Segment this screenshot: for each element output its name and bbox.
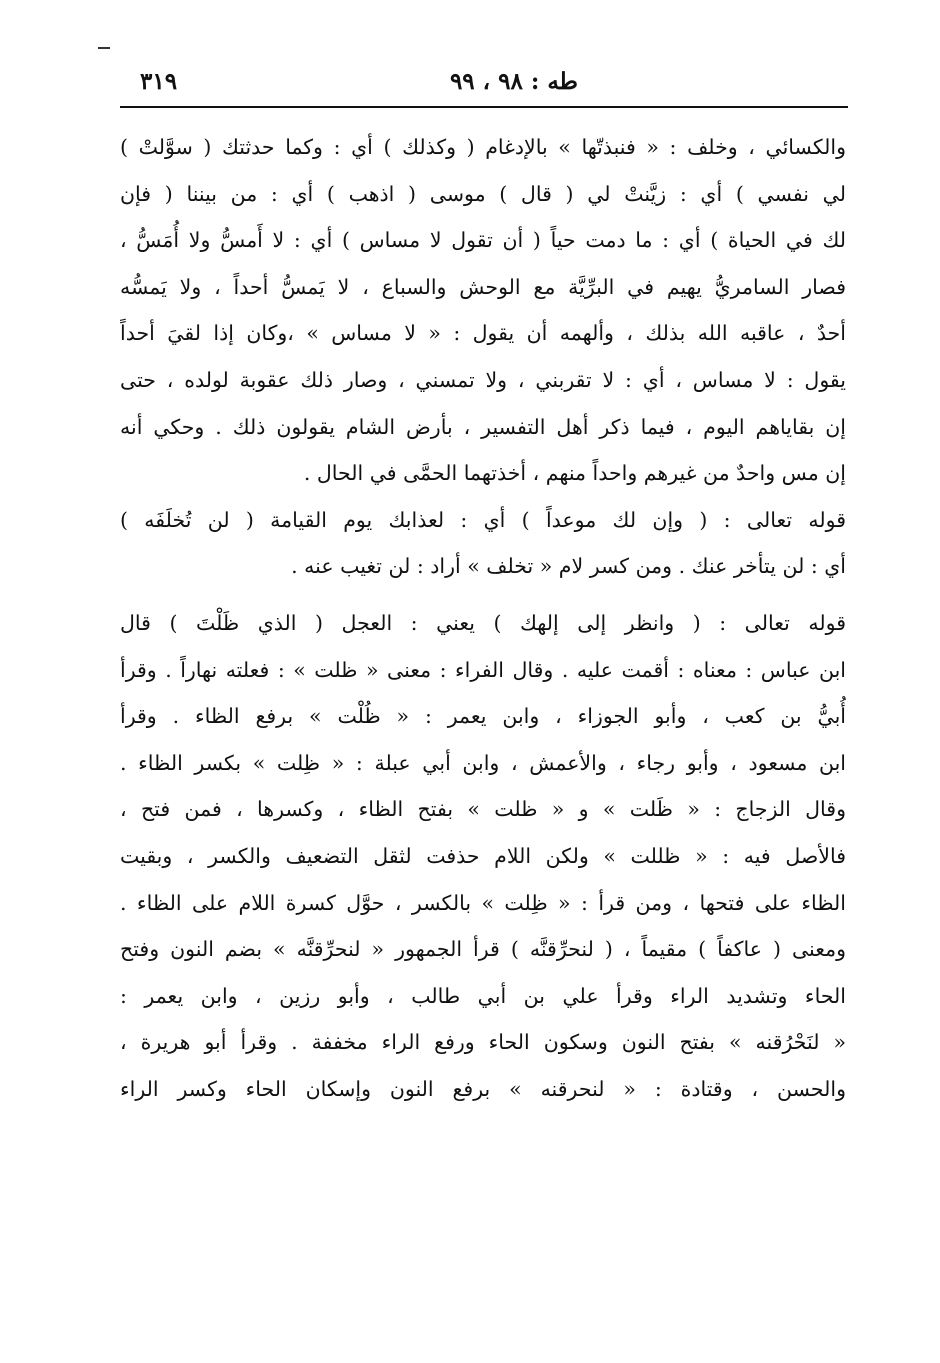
body-text [120, 124, 846, 1112]
text-line: إن مس واحدٌ من غيرهم واحداً منهم ، أخذتهما الحمَّى في الحال . [303, 461, 846, 486]
paragraph-1 [120, 124, 846, 497]
text-line: لك في الحياة ) أي : ما دمت حياً ( أن تقول لا مساس ) أي : لا أَمسُّ ولا أُمَسُّ ، [120, 228, 846, 253]
paragraph-2 [120, 497, 846, 590]
text-line: أي : لن يتأخر عنك . ومن كسر لام « تخلف » أراد : لن تغيب عنه . [291, 554, 846, 579]
text-line: ومعنى ( عاكفاً ) مقيماً ، ( لنحرِّقنَّه ) قرأ الجمهور « لنحرِّقنَّه » بضم النون وفتح [120, 937, 846, 962]
text-line: فصار السامريُّ يهيم في البرِّيَّة مع الوحش والسباع ، لا يَمسُّ أحداً ، ولا يَمسُّه [120, 274, 846, 299]
text-line: يقول : لا مساس ، أي : لا تقربني ، ولا تمسني ، وصار ذلك عقوبة لولده ، حتى [120, 367, 846, 392]
text-line: أحدٌ ، عاقبه الله بذلك ، وألهمه أن يقول : « لا مساس » ،وكان إذا لقيَ أحداً [120, 321, 846, 346]
text-line: الظاء على فتحها ، ومن قرأ : « ظِلت » بالكسر ، حوَّل كسرة اللام على الظاء . [120, 890, 846, 915]
text-line: أُبيُّ بن كعب ، وأبو الجوزاء ، وابن يعمر : « ظُلْت » برفع الظاء . وقرأ [120, 704, 846, 729]
text-line: والحسن ، وقتادة : « لنحرقنه » برفع النون وإسكان الحاء وكسر الراء [120, 1076, 846, 1101]
text-line: والكسائي ، وخلف : « فنبذتّها » بالإدغام ( وكذلك ) أي : وكما حدثتك ( سوَّلتْ ) [120, 135, 846, 159]
text-line: إن بقاياهم اليوم ، فيما ذكر أهل التفسير ، بأرض الشام يقولون ذلك . وحكي أنه [120, 414, 846, 439]
text-line: قوله تعالى : ( وانظر إلى إلهك ) يعني : العجل ( الذي ظَلْتَ ) قال [120, 610, 846, 635]
paragraph-3 [120, 600, 846, 1113]
header-rule [120, 106, 848, 108]
text-line: قوله تعالى : ( وإن لك موعداً ) أي : لعذابك يوم القيامة ( لن تُخلَفَه ) [120, 507, 846, 532]
running-head: طه : ٩٨ ، ٩٩ [449, 68, 578, 95]
page-header [120, 62, 848, 100]
corner-mark [98, 47, 110, 49]
paragraph-gap [120, 590, 846, 600]
text-line: ابن مسعود ، وأبو رجاء ، والأعمش ، وابن أبي عبلة : « ظِلت » بكسر الظاء . [120, 750, 846, 775]
text-line: فالأصل فيه : « ظللت » ولكن اللام حذفت لثقل التضعيف والكسر ، وبقيت [120, 843, 846, 868]
text-line: « لنَحْرُقنه » بفتح النون وسكون الحاء ورفع الراء مخففة . وقرأ أبو هريرة ، [120, 1030, 846, 1055]
text-line: الحاء وتشديد الراء وقرأ علي بن أبي طالب ، وأبو رزين ، وابن يعمر : [120, 983, 846, 1008]
text-line: ابن عباس : معناه : أقمت عليه . وقال الفراء : معنى « ظلت » : فعلته نهاراً . وقرأ [120, 657, 846, 682]
text-line: لي نفسي ) أي : زيَّنتْ لي ( قال ) موسى ( اذهب ) أي : من بيننا ( فإن [120, 181, 846, 206]
text-line: وقال الزجاج : « ظَلت » و « ظلت » بفتح الظاء ، وكسرها ، فمن فتح ، [120, 797, 846, 822]
page-number: ٣١٩ [140, 68, 178, 95]
